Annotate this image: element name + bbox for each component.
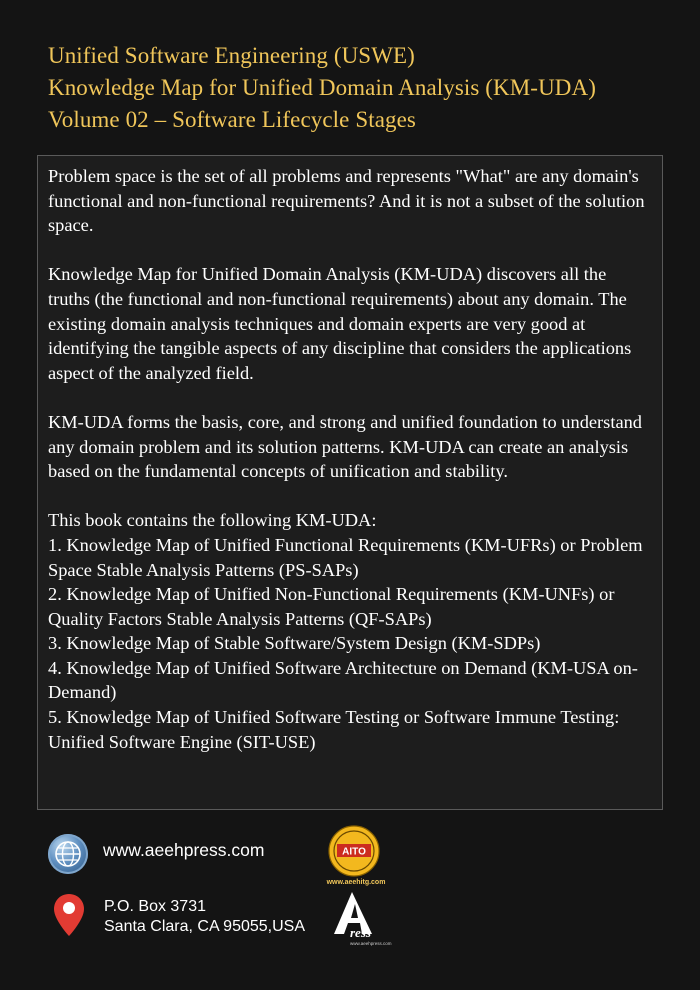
contents-list [48,508,652,754]
book-title: Knowledge Map for Unified Domain Analysis (KM-UDA) [48,75,596,100]
list-item: 3. Knowledge Map of Stable Software/System Design (KM-SDPs) [48,633,541,654]
address-line-1: P.O. Box 3731 [104,898,206,915]
address-line-2: Santa Clara, CA 95055,USA [104,918,306,935]
aito-logo [324,824,384,884]
list-item: 4. Knowledge Map of Unified Software Architecture on Demand (KM-USA on-Demand) [48,657,638,703]
press-logo [330,890,392,952]
aito-logo-text: AITO [342,846,366,858]
aito-url: www.aeehitg.com [326,879,386,886]
list-item: 1. Knowledge Map of Unified Functional Requirements (KM-UFRs) or Problem Space Stable Analysis Patterns (PS-SAPs) [48,534,643,580]
series-title: Unified Software Engineering (USWE) [48,43,415,68]
map-pin-icon [52,892,86,942]
description-box [37,155,663,810]
description-paragraph-3: KM-UDA forms the basis, core, and strong and unified foundation to understand any domain problem and its solution patterns. KM-UDA can create an analysis based on the fundamental concepts of unification and stability. [48,411,643,482]
globe-icon [48,834,88,874]
website-link[interactable]: www.aeehpress.com [103,840,265,860]
postal-address [104,897,305,937]
description-paragraph-1: Problem space is the set of all problems and represents "What" are any domain's functional and non-functional requirements? And it is not a subset of the solution space. [48,166,645,236]
press-url: www.aeehpress.com [350,941,392,946]
publisher-footer [0,820,700,990]
description-paragraph-2: Knowledge Map for Unified Domain Analysis (KM-UDA) discovers all the truths (the functional and non-functional requirements) about any domain. The existing domain analysis techniques and domain experts are very good at identifying the tangible aspects of any discipline that considers the applications aspect of the analyzed field. [48,264,632,383]
volume-title: Volume 02 – Software Lifecycle Stages [48,107,416,132]
book-title-block [48,40,668,136]
press-logo-text: ress [350,925,371,940]
list-item: 2. Knowledge Map of Unified Non-Functional Requirements (KM-UNFs) or Quality Factors Stable Analysis Patterns (QF-SAPs) [48,584,615,629]
list-item: 5. Knowledge Map of Unified Software Testing or Software Immune Testing: Unified Software Engine (SIT-USE) [48,707,620,752]
contents-list-intro: This book contains the following KM-UDA: [48,510,377,531]
